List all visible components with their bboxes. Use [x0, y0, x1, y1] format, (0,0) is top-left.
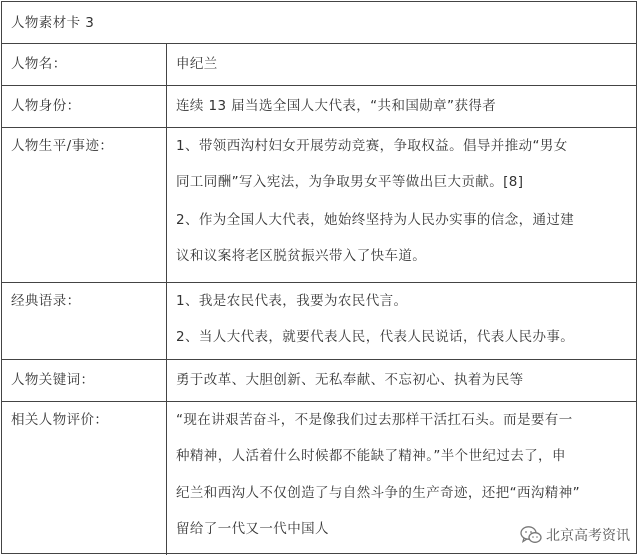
row-value-line: 2、作为全国人大代表，她始终坚持为人民办实事的信念，通过建 — [176, 212, 575, 228]
row-label: 相关人物评价： — [11, 412, 109, 428]
row-label: 经典语录： — [11, 293, 81, 309]
row-label-cell — [2, 360, 167, 401]
card-header-cell — [2, 2, 636, 43]
table-row-keywords — [2, 360, 636, 402]
row-value-line: 纪兰和西沟人不仅创造了与自然斗争的生产奇迹，还把“西沟精神” — [176, 485, 580, 501]
row-value-line: 2、当人大代表，就要代表人民，代表人民说话，代表人民办事。 — [176, 329, 575, 345]
row-value-line: “现在讲艰苦奋斗，不是像我们过去那样干活扛石头。而是要有一 — [176, 412, 573, 428]
row-label-cell — [2, 128, 167, 282]
row-value-cell — [167, 283, 636, 359]
row-label-cell — [2, 44, 167, 85]
table-row-identity — [2, 86, 636, 128]
row-label-cell — [2, 283, 167, 359]
card-title: 人物素材卡 3 — [11, 15, 95, 31]
row-label: 人物生平/事迹： — [11, 138, 114, 154]
row-value-cell — [167, 86, 636, 127]
row-label: 人物身份： — [11, 98, 81, 114]
row-value-line: 种精神，人活着什么时候都不能缺了精神。”半个世纪过去了，申 — [176, 448, 566, 464]
watermark-text: 北京高考资讯 — [546, 528, 630, 544]
row-label: 人物关键词： — [11, 372, 95, 388]
row-label-cell — [2, 86, 167, 127]
row-value-line: 勇于改革、大胆创新、无私奉献、不忘初心、执着为民等 — [176, 372, 524, 388]
row-value-cell — [167, 128, 636, 282]
row-value-line: 申纪兰 — [176, 56, 218, 72]
table-row-name — [2, 44, 636, 86]
row-value-line: 1、带领西沟村妇女开展劳动竞赛，争取权益。倡导并推动“男女 — [176, 138, 568, 154]
table-row-life-deeds — [2, 128, 636, 283]
row-value-line: 议和议案将老区脱贫振兴带入了快车道。 — [176, 248, 427, 264]
material-card — [1, 1, 637, 554]
wechat-icon — [520, 525, 542, 545]
watermark — [516, 525, 630, 545]
row-value-cell — [167, 360, 636, 401]
table-row-quotes — [2, 283, 636, 360]
row-value-cell — [167, 44, 636, 85]
row-label: 人物名： — [11, 56, 67, 72]
row-value-line: 同工同酬”写入宪法，为争取男女平等做出巨大贡献。[8] — [176, 174, 524, 190]
row-label-cell — [2, 402, 167, 555]
row-value-line: 留给了一代又一代中国人 — [176, 521, 329, 537]
card-header-row — [2, 2, 636, 44]
row-value-line: 1、我是农民代表，我要为农民代言。 — [176, 293, 408, 309]
row-value-line: 连续 13 届当选全国人大代表，“共和国勋章”获得者 — [176, 98, 497, 114]
